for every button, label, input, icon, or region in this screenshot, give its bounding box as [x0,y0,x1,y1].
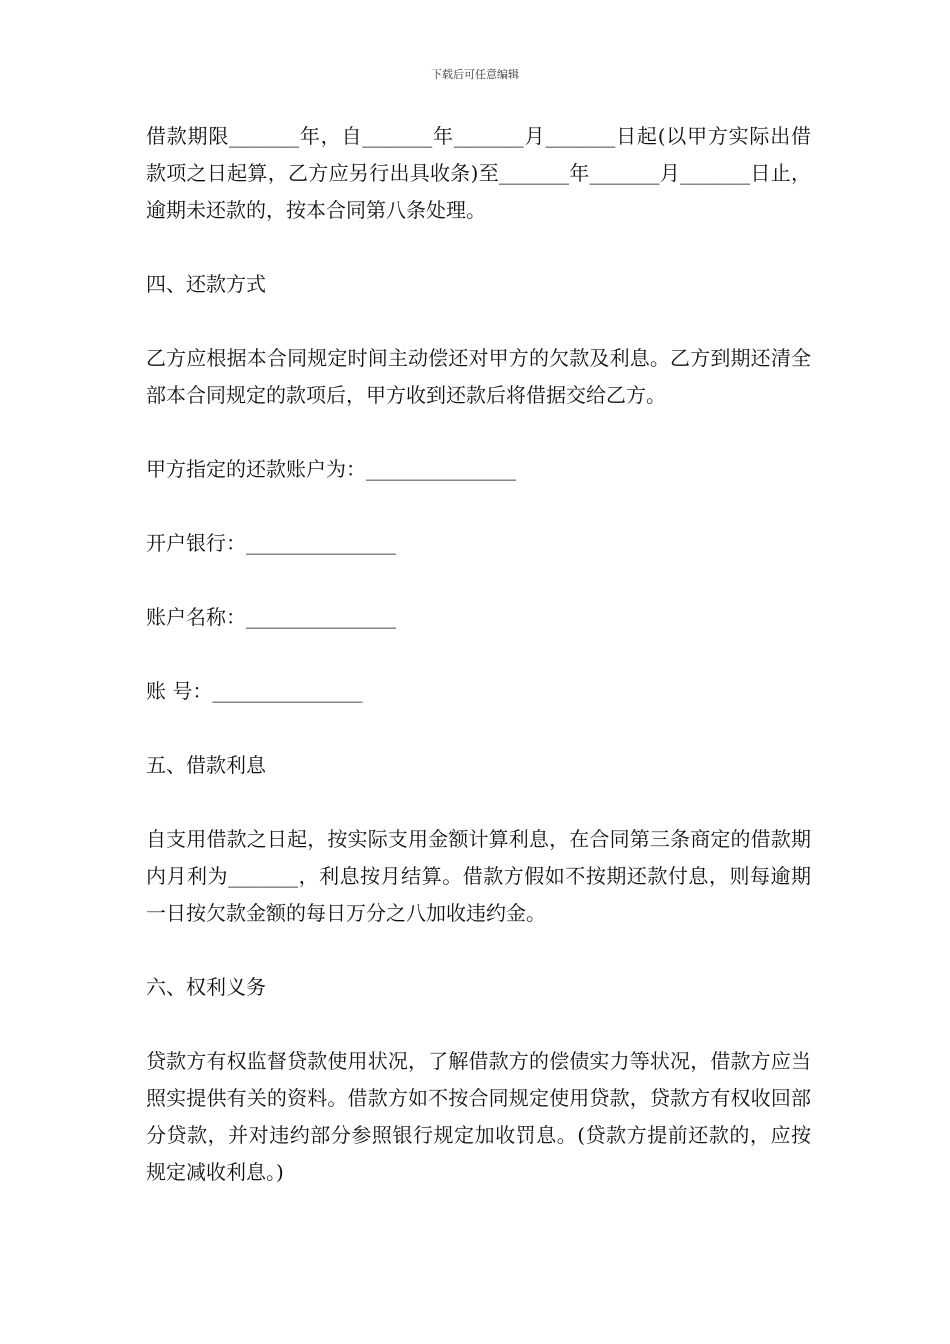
section-6-heading: 六、权利义务 [146,975,266,999]
rights-obligations-paragraph: 贷款方有权监督贷款使用状况，了解借款方的偿债实力等状况，借款方应当照实提供有关的资料。借款方如不按合同规定使用贷款，贷款方有权收回部分贷款，并对违约部分参照银行规定加收罚息。(贷款方提前还款的，应按规定减收利息。) [146,1049,811,1184]
account-name-line: 账户名称：_______________ [146,605,396,629]
section-5-heading: 五、借款利息 [146,753,266,777]
document-body [146,118,811,1191]
bank-line: 开户银行：_______________ [146,531,396,555]
account-number-line: 账 号：_______________ [146,679,363,703]
repayment-method-paragraph: 乙方应根据本合同规定时间主动偿还对甲方的欠款及利息。乙方到期还清全部本合同规定的款项后，甲方收到还款后将借据交给乙方。 [146,346,811,407]
loan-term-paragraph: 借款期限_______年，自_______年_______月_______日起(以甲方实际出借款项之日起算，乙方应另行出具收条)至_______年_______月_______日止，逾期未还款的，按本合同第八条处理。 [146,124,811,222]
section-4-heading: 四、还款方式 [146,272,266,296]
page-header-note: 下载后可任意编辑 [431,68,519,81]
repayment-account-line: 甲方指定的还款账户为：_______________ [146,457,516,481]
interest-paragraph: 自支用借款之日起，按实际支用金额计算利息，在合同第三条商定的借款期内月利为_______，利息按月结算。借款方假如不按期还款付息，则每逾期一日按欠款金额的每日万分之八加收违约金。 [146,827,811,925]
